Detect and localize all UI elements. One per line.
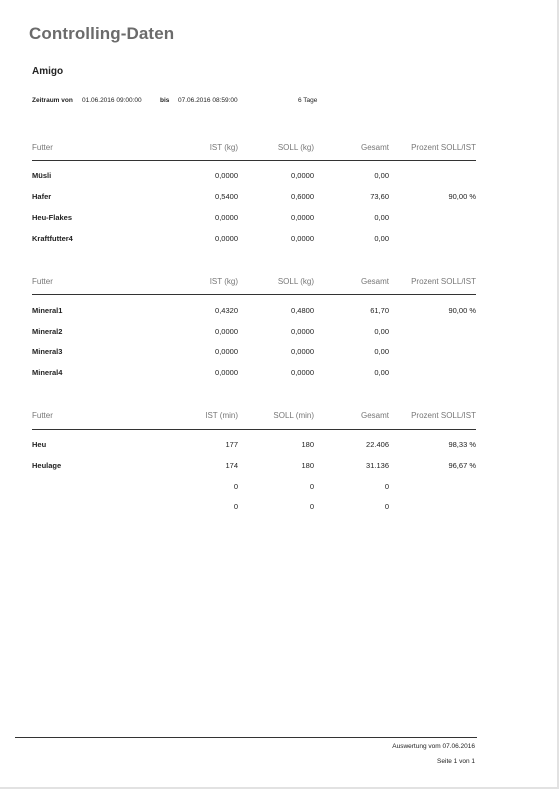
row-gesamt: 0,00 bbox=[374, 213, 389, 222]
row-ist: 177 bbox=[225, 440, 238, 449]
row-name: Kraftfutter4 bbox=[32, 234, 73, 243]
period-days: 6 Tage bbox=[298, 97, 318, 104]
period-to-label: bis bbox=[160, 97, 170, 104]
row-soll: 0 bbox=[309, 482, 314, 491]
col-header-gesamt: Gesamt bbox=[360, 277, 389, 286]
row-soll: 0,0000 bbox=[291, 171, 314, 180]
row-ist: 0,0000 bbox=[215, 347, 238, 356]
footer-evaluation-date: Auswertung vom 07.06.2016 bbox=[392, 743, 475, 750]
row-gesamt: 0 bbox=[384, 482, 389, 491]
table-row bbox=[32, 461, 476, 473]
row-ist: 0,0000 bbox=[215, 213, 238, 222]
row-name: Müsli bbox=[32, 171, 52, 180]
col-header-prozent: Prozent SOLL/IST bbox=[411, 411, 476, 420]
row-gesamt: 31.136 bbox=[366, 461, 389, 470]
row-prozent: 90,00 % bbox=[448, 192, 476, 201]
report-title: Controlling-Daten bbox=[29, 24, 175, 43]
row-gesamt: 0 bbox=[384, 502, 389, 511]
table-row bbox=[32, 347, 476, 359]
table-header bbox=[32, 277, 476, 291]
header-rule bbox=[32, 160, 476, 161]
row-ist: 0,0000 bbox=[215, 327, 238, 336]
table-row bbox=[32, 306, 476, 318]
col-header-soll: SOLL (kg) bbox=[277, 143, 314, 152]
table-row bbox=[32, 234, 476, 246]
row-name: Mineral3 bbox=[32, 347, 63, 356]
col-header-futter: Futter bbox=[32, 143, 53, 152]
col-header-ist: IST (kg) bbox=[209, 277, 238, 286]
row-soll: 0,0000 bbox=[291, 213, 314, 222]
col-header-soll: SOLL (kg) bbox=[277, 277, 314, 286]
period-from-value: 01.06.2016 09:00:00 bbox=[82, 97, 142, 104]
row-name: Heu-Flakes bbox=[32, 213, 73, 222]
table-row bbox=[32, 482, 476, 494]
row-soll: 0,4800 bbox=[291, 306, 314, 315]
row-name: Mineral2 bbox=[32, 327, 63, 336]
table-row bbox=[32, 327, 476, 339]
table-row bbox=[32, 440, 476, 452]
table-header bbox=[32, 143, 476, 157]
table-header bbox=[32, 411, 476, 425]
row-ist: 0,0000 bbox=[215, 234, 238, 243]
row-name: Mineral4 bbox=[32, 368, 63, 377]
table-row bbox=[32, 192, 476, 204]
col-header-futter: Futter bbox=[32, 411, 53, 420]
row-ist: 174 bbox=[225, 461, 238, 470]
table-futter-min bbox=[32, 411, 476, 511]
row-soll: 0,0000 bbox=[291, 347, 314, 356]
row-gesamt: 61,70 bbox=[370, 306, 389, 315]
footer-page-number: Seite 1 von 1 bbox=[437, 758, 475, 765]
table-mineral-kg bbox=[32, 277, 476, 377]
col-header-prozent: Prozent SOLL/IST bbox=[411, 277, 476, 286]
row-name: Heu bbox=[32, 440, 47, 449]
row-soll: 0,0000 bbox=[291, 234, 314, 243]
row-name: Heulage bbox=[32, 461, 62, 470]
row-soll: 180 bbox=[301, 461, 314, 470]
row-prozent: 96,67 % bbox=[448, 461, 476, 470]
row-soll: 180 bbox=[301, 440, 314, 449]
table-row bbox=[32, 502, 476, 514]
row-name: Mineral1 bbox=[32, 306, 63, 315]
row-gesamt: 0,00 bbox=[374, 368, 389, 377]
row-soll: 0,0000 bbox=[291, 327, 314, 336]
row-gesamt: 0,00 bbox=[374, 234, 389, 243]
period-from-label: Zeitraum von bbox=[32, 97, 73, 104]
row-name: Hafer bbox=[32, 192, 52, 201]
row-ist: 0 bbox=[233, 502, 238, 511]
row-prozent: 98,33 % bbox=[448, 440, 476, 449]
row-ist: 0 bbox=[233, 482, 238, 491]
table-row bbox=[32, 171, 476, 183]
col-header-gesamt: Gesamt bbox=[360, 411, 389, 420]
col-header-gesamt: Gesamt bbox=[360, 143, 389, 152]
col-header-ist: IST (kg) bbox=[209, 143, 238, 152]
row-ist: 0,0000 bbox=[215, 368, 238, 377]
row-gesamt: 73,60 bbox=[370, 192, 389, 201]
horse-name: Amigo bbox=[32, 66, 64, 77]
row-gesamt: 0,00 bbox=[374, 171, 389, 180]
col-header-soll: SOLL (min) bbox=[273, 411, 314, 420]
col-header-prozent: Prozent SOLL/IST bbox=[411, 143, 476, 152]
header-rule bbox=[32, 294, 476, 295]
col-header-ist: IST (min) bbox=[205, 411, 238, 420]
col-header-futter: Futter bbox=[32, 277, 53, 286]
row-gesamt: 22.406 bbox=[366, 440, 389, 449]
row-soll: 0 bbox=[309, 502, 314, 511]
header-rule bbox=[32, 429, 476, 430]
period-to-value: 07.06.2016 08:59:00 bbox=[178, 97, 238, 104]
row-ist: 0,0000 bbox=[215, 171, 238, 180]
table-row bbox=[32, 213, 476, 225]
row-gesamt: 0,00 bbox=[374, 347, 389, 356]
footer-rule bbox=[15, 737, 477, 738]
row-ist: 0,4320 bbox=[215, 306, 238, 315]
row-prozent: 90,00 % bbox=[448, 306, 476, 315]
table-row bbox=[32, 368, 476, 380]
row-soll: 0,0000 bbox=[291, 368, 314, 377]
row-gesamt: 0,00 bbox=[374, 327, 389, 336]
table-futter-kg bbox=[32, 143, 476, 243]
row-ist: 0,5400 bbox=[215, 192, 238, 201]
row-soll: 0,6000 bbox=[291, 192, 314, 201]
